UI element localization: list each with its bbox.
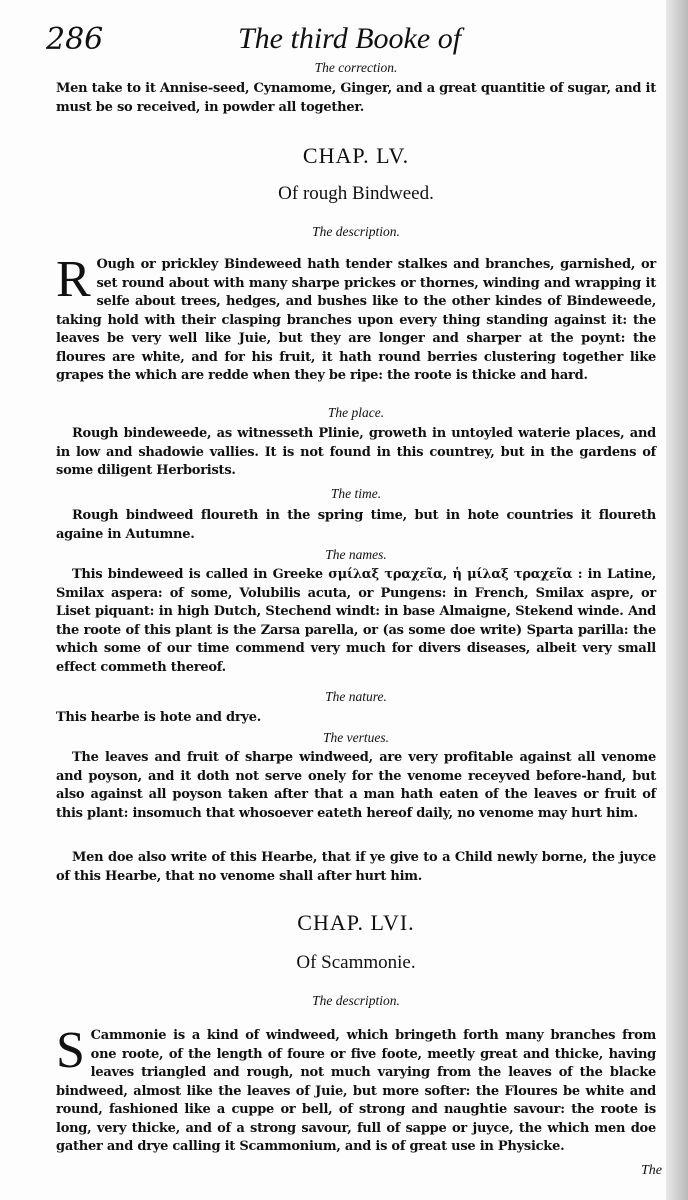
chapter-56-description <box>56 1022 656 1157</box>
page-gutter-shadow <box>666 0 688 1200</box>
page-number: 286 <box>46 22 104 57</box>
chapter-55-vertues-text-1: The leaves and fruit of sharpe windweed, are very profitable against all venome and poyson, and it doth not serve onely for the venome receyved before-hand, but also against all poyson taken after that a man hath eaten of the leaves or fruit of this plant: insomuch that whosoever eateth hereof daily, no venome may hurt him. <box>56 750 656 821</box>
chapter-55-names-text: This bindeweed is called in Greeke σμίλαξ τραχεῖα, ἡ μίλαξ τραχεῖα : in Latine, Smilax aspera: of some, Volubilis acuta, or Pungens: in French, Smilax aspre, or Liset piquant: in high Dutch, Stechend windt: in base Almaigne, Stekend winde. And the roote of this plant is the Zarsa parella, or (as some doe write) Sparta parilla: the which some of our time commend very much for divers diseases, albeit very small effect commeth thereof. <box>56 567 656 675</box>
chapter-55-title: Of rough Bindweed. <box>278 183 434 204</box>
chapter-55-number: CHAP. LV. <box>302 143 410 168</box>
chapter-55-vertues-heading: The vertues. <box>323 730 389 745</box>
chapter-55-time-text: Rough bindweed floureth in the spring time, but in hote countries it floureth againe in Autumne. <box>56 508 656 542</box>
chapter-56-description-heading: The description. <box>312 993 400 1008</box>
running-head: The third Booke of <box>238 22 462 55</box>
chapter-55-description-text: Ough or prickley Bindeweed hath tender stalkes and branches, garnished, or set round about with many sharpe prickes or thornes, winding and wrapping it selfe about trees, hedges, and bushes like to the other kindes of Bindeweede, taking hold with their clasping branches upon every thing standing against it: the leaves be very well like Juie, but they are longer and sharper at the poynt: the floures are white, and for his fruit, it hath round berries clustering together like grapes the which are redde when they be ripe: the roote is thicke and hard. <box>56 257 656 383</box>
chapter-56-description-text: Cammonie is a kind of windweed, which bringeth forth many branches from one roote, of the length of foure or five foote, meetly great and thicke, having leaves triangled and rough, not much varying from the leaves of the blacke bindweed, almost like the leaves of Juie, but more softer: the Floures be white and round, fashioned like a cuppe or bell, of strong and naughtie savour: the roote is long, very thicke, and of a strong savour, full of sappe or juyce, the which men doe gather and drye calling it Scammonium, and is of great use in Physicke. <box>56 1028 656 1154</box>
correction-text: Men take to it Annise-seed, Cynamome, Ginger, and a great quantitie of sugar, and it must be so received, in powder all together. <box>56 81 656 115</box>
chapter-55-description-heading: The description. <box>312 224 400 239</box>
chapter-55-names-heading: The names. <box>325 547 387 562</box>
chapter-55-vertues-text-2: Men doe also write of this Hearbe, that if ye give to a Child newly borne, the juyce of this Hearbe, that no venome shall after hurt him. <box>56 850 656 884</box>
drop-cap-initial: R <box>56 251 91 308</box>
chapter-55-place-text: Rough bindeweede, as witnesseth Plinie, groweth in untoyled waterie places, and in low and shadowie vallies. It is not found in this countrey, but in the gardens of some diligent Herborists. <box>56 426 656 478</box>
chapter-55-nature-text: This hearbe is hote and drye. <box>56 710 262 725</box>
correction-heading: The correction. <box>314 60 398 75</box>
drop-cap-initial: S <box>56 1022 85 1079</box>
chapter-55-place-heading: The place. <box>327 405 385 420</box>
page-header <box>46 18 656 58</box>
chapter-56-title: Of Scammonie. <box>296 952 416 973</box>
chapter-55-time-heading: The time. <box>330 486 382 501</box>
chapter-55-description <box>56 251 656 386</box>
catchword: The <box>641 1163 662 1178</box>
chapter-55-nature-heading: The nature. <box>325 689 387 704</box>
chapter-56-number: CHAP. LVI. <box>297 910 415 935</box>
